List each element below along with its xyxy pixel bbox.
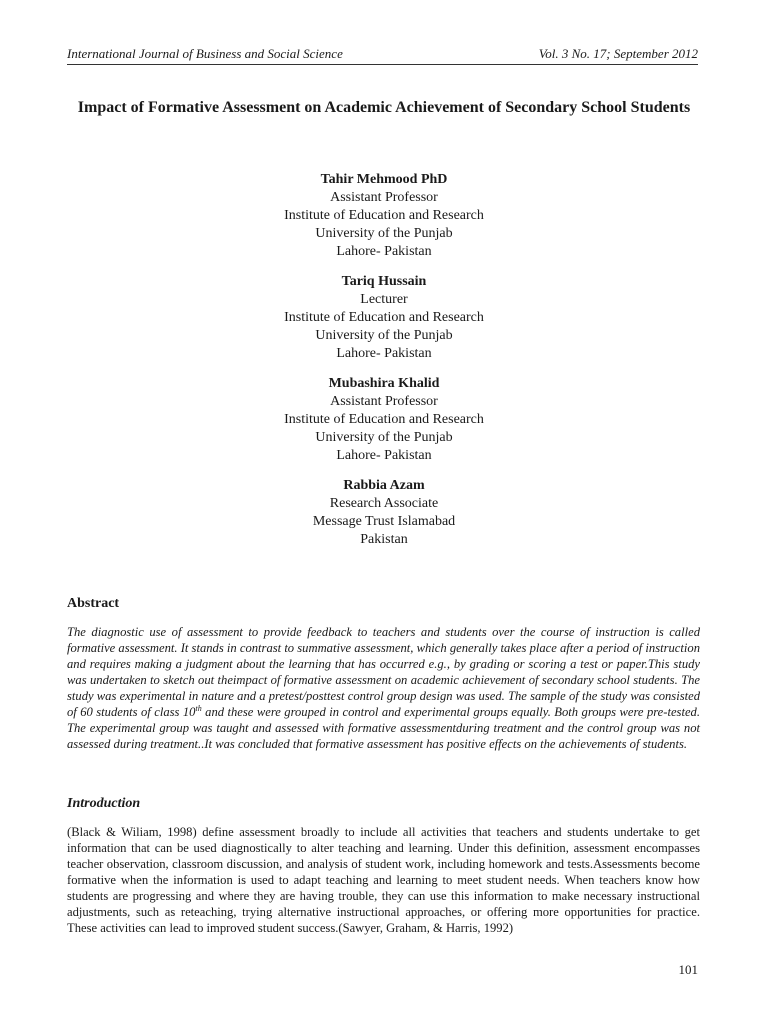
author-affiliation-line: Assistant Professor bbox=[330, 394, 438, 409]
author-affiliation-line: University of the Punjab bbox=[315, 328, 453, 343]
author-affiliation-line: Lahore- Pakistan bbox=[336, 448, 432, 463]
author-name: Tahir Mehmood PhD bbox=[320, 172, 448, 187]
author-affiliation-line: Message Trust Islamabad bbox=[312, 514, 456, 529]
page-number: 101 bbox=[678, 962, 698, 977]
author-affiliation-line: Institute of Education and Research bbox=[284, 412, 484, 427]
author-block bbox=[0, 477, 768, 549]
running-header bbox=[67, 46, 698, 65]
author-affiliation-line: Lahore- Pakistan bbox=[336, 346, 432, 361]
superscript: th bbox=[195, 703, 202, 713]
author-affiliation-line: Lahore- Pakistan bbox=[336, 244, 432, 259]
author-affiliation-line: Institute of Education and Research bbox=[284, 310, 484, 325]
author-name: Mubashira Khalid bbox=[328, 376, 440, 391]
introduction-heading: Introduction bbox=[67, 796, 141, 811]
author-block bbox=[0, 273, 768, 363]
author-affiliation-line: University of the Punjab bbox=[315, 430, 453, 445]
abstract-text-part: and these were grouped in control and experimental groups equally. Both groups were pre-tested. The experimental group was taught and assessed with formative assessmentduring treatment and the control group was not assessed during treatment..It was concluded that formative assessment has positive effects on the achievements of students. bbox=[67, 705, 700, 751]
author-affiliation-line: Research Associate bbox=[329, 496, 439, 511]
journal-name: International Journal of Business and Social Science bbox=[67, 46, 343, 61]
abstract-text-part: The diagnostic use of assessment to provide feedback to teachers and students over the course of instruction is called formative assessment. It stands in contrast to summative assessment, which generally takes place after a period of instruction and requires making a judgment about the learning that has occurred e.g., by grading or scoring a test or paper.This study was undertaken to sketch out theimpact of formative assessment on academic achievement of secondary school students. The study was experimental in nature and a pretest/posttest control group design was used. The sample of the study was consisted of 60 students of class 10 bbox=[67, 625, 700, 719]
author-affiliation-line: Assistant Professor bbox=[330, 190, 438, 205]
abstract-heading: Abstract bbox=[67, 596, 120, 611]
abstract-text bbox=[67, 624, 700, 752]
paper-title: Impact of Formative Assessment on Academic Achievement of Secondary School Students bbox=[77, 99, 691, 116]
author-block bbox=[0, 171, 768, 261]
author-affiliation-line: University of the Punjab bbox=[315, 226, 453, 241]
introduction-text: (Black & Wiliam, 1998) define assessment broadly to include all activities that teachers and students undertake to get information that can be used diagnostically to alter teaching and learning. Under this definition, assessment encompasses teacher observation, classroom discussion, and analysis of student work, including homework and tests.Assessments become formative when the information is used to adapt teaching and learning to meet student needs. When teachers know how students are progressing and where they are having trouble, they can use this information to make necessary instructional adjustments, such as reteaching, trying alternative instructional approaches, or offering more opportunities for practice. These activities can lead to improved student success.(Sawyer, Graham, & Harris, 1992) bbox=[67, 825, 700, 935]
author-name: Tariq Hussain bbox=[341, 274, 427, 289]
author-affiliation-line: Pakistan bbox=[360, 532, 408, 547]
author-block bbox=[0, 375, 768, 465]
volume-info: Vol. 3 No. 17; September 2012 bbox=[538, 46, 698, 61]
author-affiliation-line: Lecturer bbox=[360, 292, 408, 307]
author-affiliation-line: Institute of Education and Research bbox=[284, 208, 484, 223]
author-name: Rabbia Azam bbox=[343, 478, 425, 493]
